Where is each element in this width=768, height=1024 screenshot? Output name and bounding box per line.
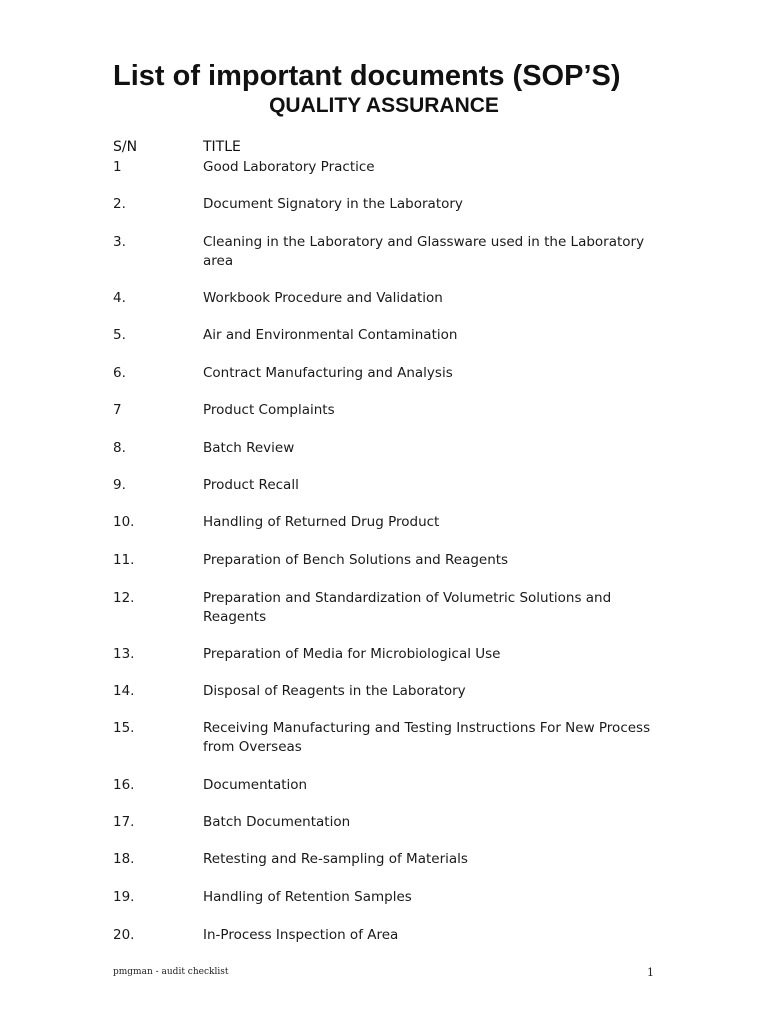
item-title: Air and Environmental Contamination bbox=[203, 327, 458, 343]
item-title: Document Signatory in the Laboratory bbox=[203, 196, 463, 212]
item-number: 12. bbox=[113, 590, 135, 606]
item-title: Batch Documentation bbox=[203, 814, 351, 830]
item-number: 18. bbox=[113, 851, 135, 867]
item-title: Disposal of Reagents in the Laboratory bbox=[203, 683, 466, 699]
item-number: 19. bbox=[113, 889, 135, 905]
item-title: Cleaning in the Laboratory and Glassware used in the Laboratory area bbox=[203, 234, 645, 269]
item-title: Handling of Returned Drug Product bbox=[203, 514, 440, 530]
item-number: 13. bbox=[113, 646, 135, 662]
item-title: Preparation of Media for Microbiological Use bbox=[203, 646, 501, 662]
footer-text: pmgman - audit checklist bbox=[113, 967, 229, 977]
item-number: 16. bbox=[113, 777, 135, 793]
item-number: 7 bbox=[113, 402, 122, 418]
item-number: 6. bbox=[113, 365, 126, 381]
document-subtitle: QUALITY ASSURANCE bbox=[269, 94, 499, 117]
item-number: 5. bbox=[113, 327, 126, 343]
item-number: 2. bbox=[113, 196, 126, 212]
item-title: Documentation bbox=[203, 777, 308, 793]
item-title: Receiving Manufacturing and Testing Instructions For New Process from Overseas bbox=[203, 720, 651, 755]
item-title: Handling of Retention Samples bbox=[203, 889, 412, 905]
document-title: List of important documents (SOP’S) bbox=[113, 60, 621, 92]
item-title: In-Process Inspection of Area bbox=[203, 927, 399, 943]
item-number: 1 bbox=[113, 159, 122, 175]
item-title: Preparation and Standardization of Volumetric Solutions and Reagents bbox=[203, 590, 612, 625]
item-number: 11. bbox=[113, 552, 135, 568]
column-header-sn: S/N bbox=[113, 139, 138, 155]
item-number: 15. bbox=[113, 720, 135, 736]
item-number: 20. bbox=[113, 927, 135, 943]
item-number: 10. bbox=[113, 514, 135, 530]
item-title: Preparation of Bench Solutions and Reagents bbox=[203, 552, 509, 568]
item-number: 8. bbox=[113, 440, 126, 456]
item-title: Product Complaints bbox=[203, 402, 335, 418]
item-number: 14. bbox=[113, 683, 135, 699]
item-title: Contract Manufacturing and Analysis bbox=[203, 365, 453, 381]
item-title: Retesting and Re-sampling of Materials bbox=[203, 851, 468, 867]
item-title: Batch Review bbox=[203, 440, 295, 456]
item-title: Workbook Procedure and Validation bbox=[203, 290, 443, 306]
item-number: 4. bbox=[113, 290, 126, 306]
item-number: 9. bbox=[113, 477, 126, 493]
item-title: Product Recall bbox=[203, 477, 299, 493]
item-number: 3. bbox=[113, 234, 126, 250]
page-number: 1 bbox=[647, 966, 654, 979]
item-title: Good Laboratory Practice bbox=[203, 159, 375, 175]
column-header-title: TITLE bbox=[203, 139, 241, 155]
item-number: 17. bbox=[113, 814, 135, 830]
